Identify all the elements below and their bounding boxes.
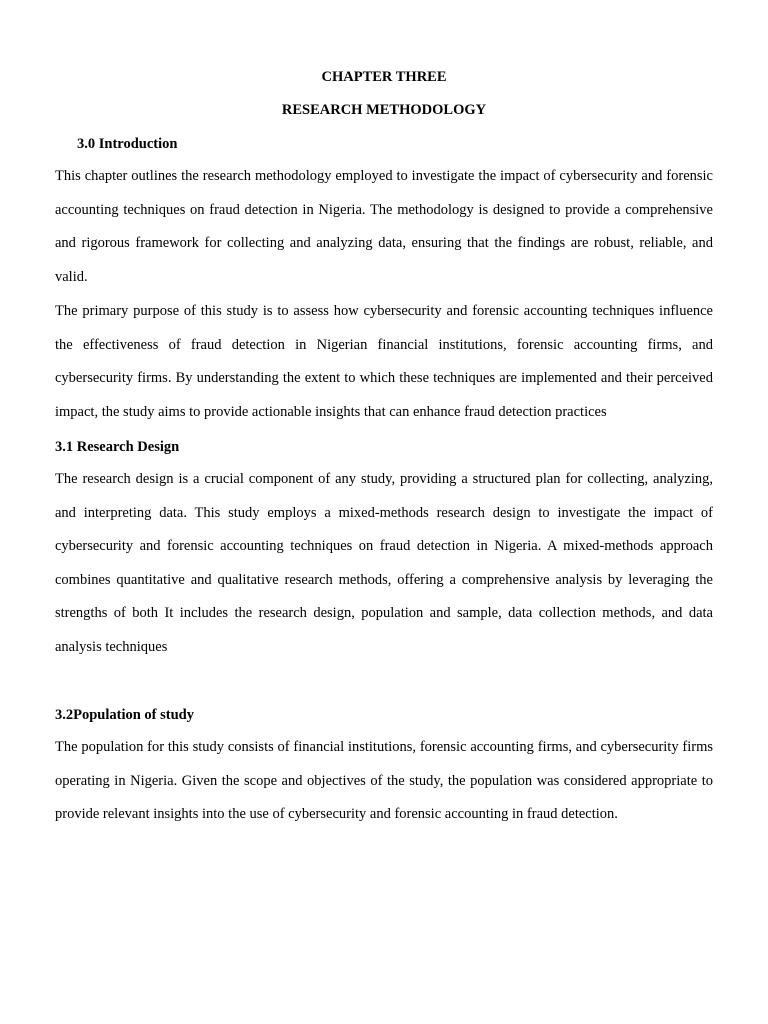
paragraph-introduction-2: The primary purpose of this study is to assess how cybersecurity and forensic accounting techniques influence the effectiveness of fraud detection in Nigerian financial institutions, forensic accounting firms, and cybersecurity firms. By understanding the extent to which these techniques are implemented and their perceived impact, the study aims to provide actionable insights that can enhance fraud detection practices bbox=[55, 303, 713, 420]
section-heading-population: 3.2Population of study bbox=[55, 707, 194, 723]
section-heading-introduction: 3.0 Introduction bbox=[77, 136, 178, 152]
paragraph-introduction-1: This chapter outlines the research methodology employed to investigate the impact of cybersecurity and forensic accounting techniques on fraud detection in Nigeria. The methodology is designed to provide a comprehensive and rigorous framework for collecting and analyzing data, ensuring that the findings are robust, reliable, and valid. bbox=[55, 168, 713, 285]
section-heading-research-design: 3.1 Research Design bbox=[55, 439, 180, 455]
chapter-subtitle: RESEARCH METHODOLOGY bbox=[281, 102, 487, 118]
paragraph-population-1: The population for this study consists of financial institutions, forensic accounting firms, and cybersecurity firms operating in Nigeria. Given the scope and objectives of the study, the population was considered appropriate to provide relevant insights into the use of cybersecurity and forensic accounting in fraud detection. bbox=[55, 739, 713, 823]
paragraph-research-design-1: The research design is a crucial component of any study, providing a structured plan for collecting, analyzing, and interpreting data. This study employs a mixed-methods research design to investigate the impact of cybersecurity and forensic accounting techniques on fraud detection in Nigeria. A mixed-methods approach combines quantitative and qualitative research methods, offering a comprehensive analysis by leveraging the strengths of both It includes the research design, population and sample, data collection methods, and data analysis techniques bbox=[55, 471, 713, 655]
chapter-title: CHAPTER THREE bbox=[321, 69, 447, 85]
